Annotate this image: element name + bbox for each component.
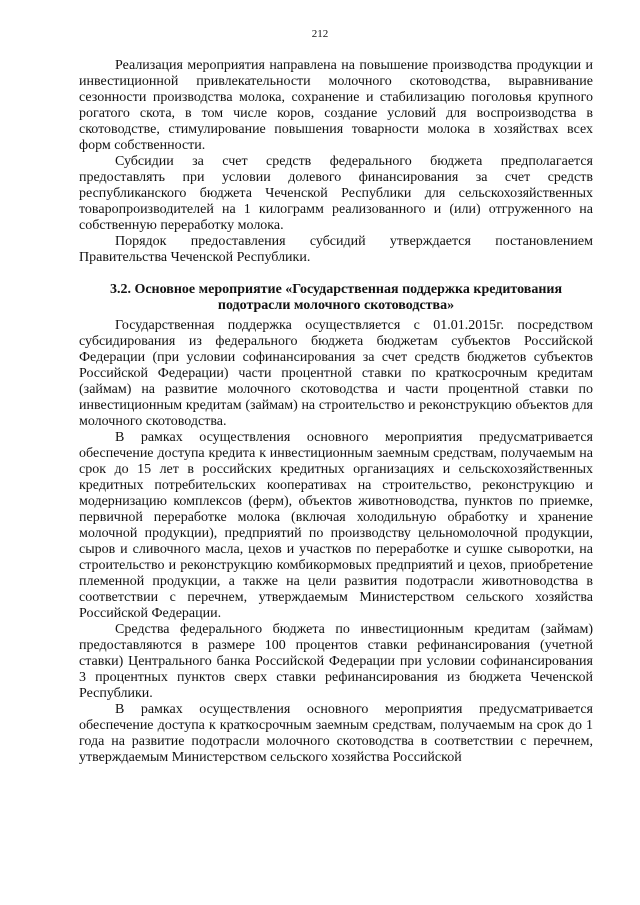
paragraph-section-1: Государственная поддержка осуществляется с 01.01.2015г. посредством субсидирования из федерального бюджета бюджетам субъектов Российской Федерации (при условии софинансирования за счет средств бюджетов субъектов Российской Федерации) части процентной ставки по краткосрочным кредитам (займам) на развитие молочного скотоводства и части процентной ставки по инвестиционным кредитам (займам) на строительство и реконструкцию объектов для молочного скотоводства. bbox=[79, 318, 593, 429]
paragraph-intro-2: Субсидии за счет средств федерального бюджета предполагается предоставлять при условии долевого финансирования за счет средств республиканского бюджета Чеченской Республики для сельскохозяйственных товаропроизводителей на 1 килограмм реализованного и (или) отгруженного на собственную переработку молока. bbox=[79, 154, 593, 233]
paragraph-intro-1: Реализация мероприятия направлена на повышение производства продукции и инвестиционной привлекательности молочного скотоводства, выравнивание сезонности производства молока, сохранение и стабилизацию поголовья крупного рогатого скота, в том числе коров, создание условий для воспроизводства в скотоводстве, стимулирование повышения товарности молока в хозяйствах всех форм собственности. bbox=[79, 58, 593, 153]
paragraph-section-2: В рамках осуществления основного мероприятия предусматривается обеспечение доступа кредита к инвестиционным заемным средствам, получаемым на срок до 15 лет в российских кредитных организациях и сельскохозяйственных кредитных потребительских кооперативах на строительство, реконструкцию и модернизацию комплексов (ферм), объектов животноводства, пунктов по приемке, первичной переработке молока (включая холодильную обработку и хранение молочной продукции), предприятий по производству цельномолочной продукции, сыров и сливочного масла, цехов и участков по переработке и сушке сыворотки, на строительство и реконструкцию комбикормовых предприятий и цехов, приобретение племенной продукции, а также на цели развития подотрасли животноводства в соответствии с перечнем, утверждаемым Министерством сельского хозяйства Российской Федерации. bbox=[79, 430, 593, 621]
section-heading: 3.2. Основное мероприятие «Государственная поддержка кредитования подотрасли молочного скотоводства» bbox=[109, 282, 563, 313]
paragraph-section-3: Средства федерального бюджета по инвестиционным кредитам (займам) предоставляются в размере 100 процентов ставки рефинансирования (учетной ставки) Центрального банка Российской Федерации при условии софинансирования 3 процентных пунктов сверх ставки рефинансирования из бюджета Чеченской Республики. bbox=[79, 622, 593, 701]
paragraph-intro-3: Порядок предоставления субсидий утверждается постановлением Правительства Чеченской Республики. bbox=[79, 234, 593, 265]
page-number: 212 bbox=[311, 28, 329, 40]
paragraph-section-4: В рамках осуществления основного мероприятия предусматривается обеспечение доступа к краткосрочным заемным средствам, получаемым на срок до 1 года на развитие подотрасли молочного скотоводства в соответствии с перечнем, утверждаемым Министерством сельского хозяйства Российской bbox=[79, 702, 593, 765]
document-body bbox=[79, 58, 593, 766]
